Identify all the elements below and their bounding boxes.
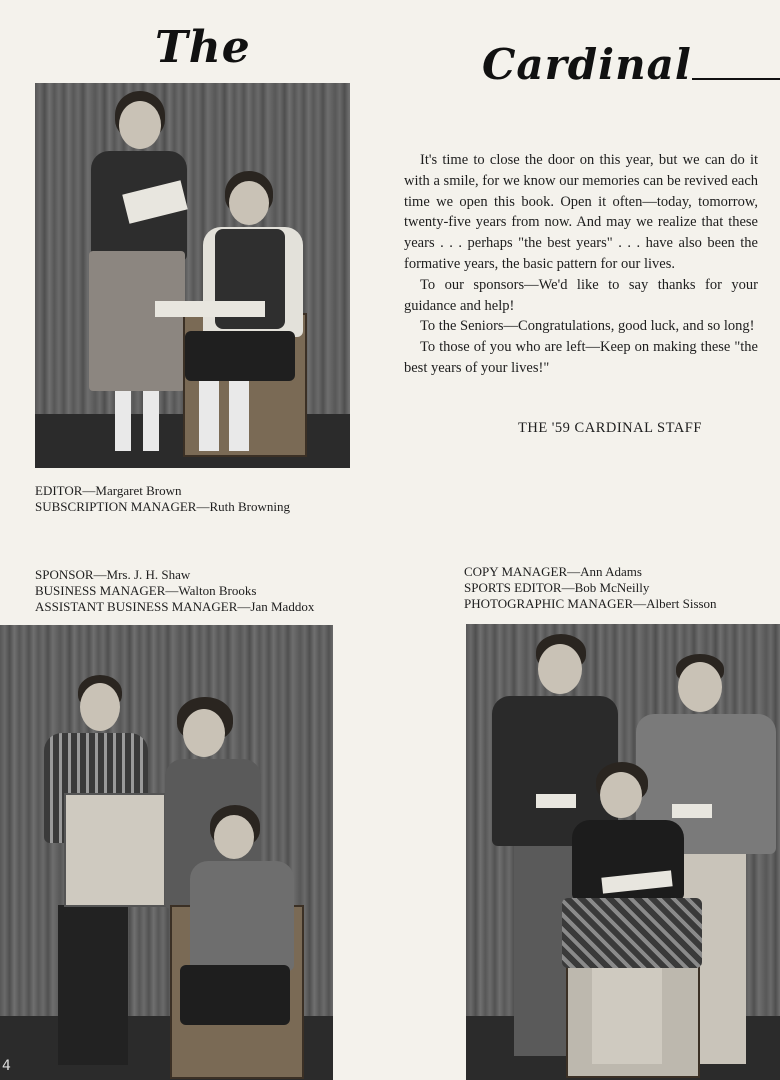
caption-line: EDITOR—Margaret Brown — [35, 483, 182, 498]
caption-line: SPORTS EDITOR—Bob McNeilly — [464, 580, 650, 595]
caption-line: ASSISTANT BUSINESS MANAGER—Jan Maddox — [35, 599, 315, 614]
title-cardinal: Cardinal — [482, 40, 692, 89]
staff-signature: THE '59 CARDINAL STAFF — [518, 420, 702, 436]
message-paragraph: To the Seniors—Congratulations, good luck, and so long! — [420, 318, 755, 335]
caption-copy-sports-photo — [464, 564, 717, 612]
title-rule — [692, 78, 780, 80]
page-number: 4 — [2, 1058, 11, 1074]
person-seated — [552, 762, 702, 1072]
title-the: The — [155, 22, 251, 73]
closing-message — [404, 150, 758, 379]
caption-editors — [35, 483, 290, 515]
message-paragraph: To those of you who are left—Keep on making these "the best years of your lives!" — [404, 339, 758, 376]
caption-line: COPY MANAGER—Ann Adams — [464, 564, 642, 579]
staff-photo-copy — [466, 624, 780, 1080]
caption-business — [35, 567, 314, 615]
caption-line: BUSINESS MANAGER—Walton Brooks — [35, 583, 257, 598]
caption-line: SPONSOR—Mrs. J. H. Shaw — [35, 567, 191, 582]
caption-line: SUBSCRIPTION MANAGER—Ruth Browning — [35, 499, 290, 514]
staff-photo-business — [0, 625, 333, 1080]
staff-photo-editors — [35, 83, 350, 468]
person-seated — [185, 171, 315, 461]
message-paragraph: To our sponsors—We'd like to say thanks for your guidance and help! — [404, 276, 758, 314]
message-paragraph: It's time to close the door on this year, but we can do it with a smile, for we know our memories can be revived each time we open this book. Open it often—today, tomorrow, twenty-five years from now. And may we realize that these years . . . perhaps "the best years" . . . have also been the formative years, the basic pattern for our lives. — [404, 152, 758, 272]
caption-line: PHOTOGRAPHIC MANAGER—Albert Sisson — [464, 596, 717, 611]
person-standing — [85, 91, 195, 461]
person-seated — [160, 805, 300, 1075]
photo-display-box — [64, 793, 166, 907]
